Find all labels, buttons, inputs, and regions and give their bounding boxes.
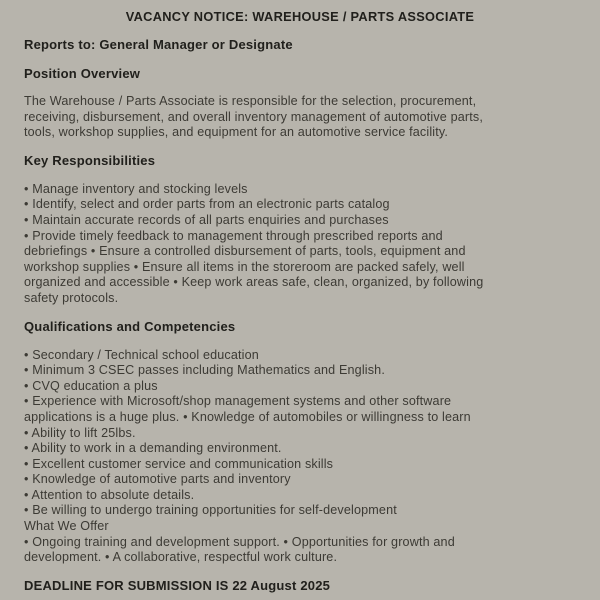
reports-to-line: Reports to: General Manager or Designate <box>24 37 293 52</box>
responsibility-line: safety protocols. <box>24 290 119 305</box>
responsibility-line: • Maintain accurate records of all parts enquiries and purchases <box>24 212 389 227</box>
deadline-line: DEADLINE FOR SUBMISSION IS 22 August 2025 <box>24 578 331 594</box>
qualification-line: • Attention to absolute details. <box>24 487 195 502</box>
what-we-offer-line: What We Offer <box>24 519 109 534</box>
responsibility-line: • Provide timely feedback to management through prescribed reports and <box>24 228 443 243</box>
position-overview-heading: Position Overview <box>24 65 141 81</box>
qualification-line: • Experience with Microsoft/shop management systems and other software <box>24 394 452 409</box>
offer-line: development. • A collaborative, respectful work culture. <box>24 550 338 565</box>
qualification-line: • Minimum 3 CSEC passes including Mathematics and English. <box>24 363 385 378</box>
qualification-line: • Secondary / Technical school education <box>24 347 259 362</box>
responsibility-line: organized and accessible • Keep work areas safe, clean, organized, by following <box>24 275 484 290</box>
vacancy-title: VACANCY NOTICE: WAREHOUSE / PARTS ASSOCIATE <box>125 9 475 24</box>
responsibility-line: debriefings • Ensure a controlled disbursement of parts, tools, equipment and <box>24 244 466 259</box>
qualification-line: • Excellent customer service and communication skills <box>24 456 334 471</box>
key-responsibilities-list <box>24 182 576 307</box>
qualifications-list <box>24 348 576 566</box>
overview-line: tools, workshop supplies, and equipment for an automotive service facility. <box>24 125 449 140</box>
qualification-line: • CVQ education a plus <box>24 378 158 393</box>
qualification-line: • Knowledge of automotive parts and inventory <box>24 472 291 487</box>
qualification-line: • Ability to lift 25lbs. <box>24 425 136 440</box>
key-responsibilities-heading: Key Responsibilities <box>24 153 156 169</box>
responsibility-line: • Manage inventory and stocking levels <box>24 181 248 196</box>
overview-line: receiving, disbursement, and overall inventory management of automotive parts, <box>24 109 484 124</box>
qualification-line: • Ability to work in a demanding environment. <box>24 441 282 456</box>
responsibility-line: workshop supplies • Ensure all items in the storeroom are packed safely, well <box>24 259 465 274</box>
overview-line: The Warehouse / Parts Associate is responsible for the selection, procurement, <box>24 94 477 108</box>
qualification-line: • Be willing to undergo training opportunities for self-development <box>24 503 397 518</box>
position-overview-paragraph <box>24 94 576 141</box>
offer-line: • Ongoing training and development support. • Opportunities for growth and <box>24 534 455 549</box>
qualifications-heading: Qualifications and Competencies <box>24 319 236 335</box>
responsibility-line: • Identify, select and order parts from an electronic parts catalog <box>24 197 390 212</box>
qualification-line: applications is a huge plus. • Knowledge of automobiles or willingness to learn <box>24 409 471 424</box>
